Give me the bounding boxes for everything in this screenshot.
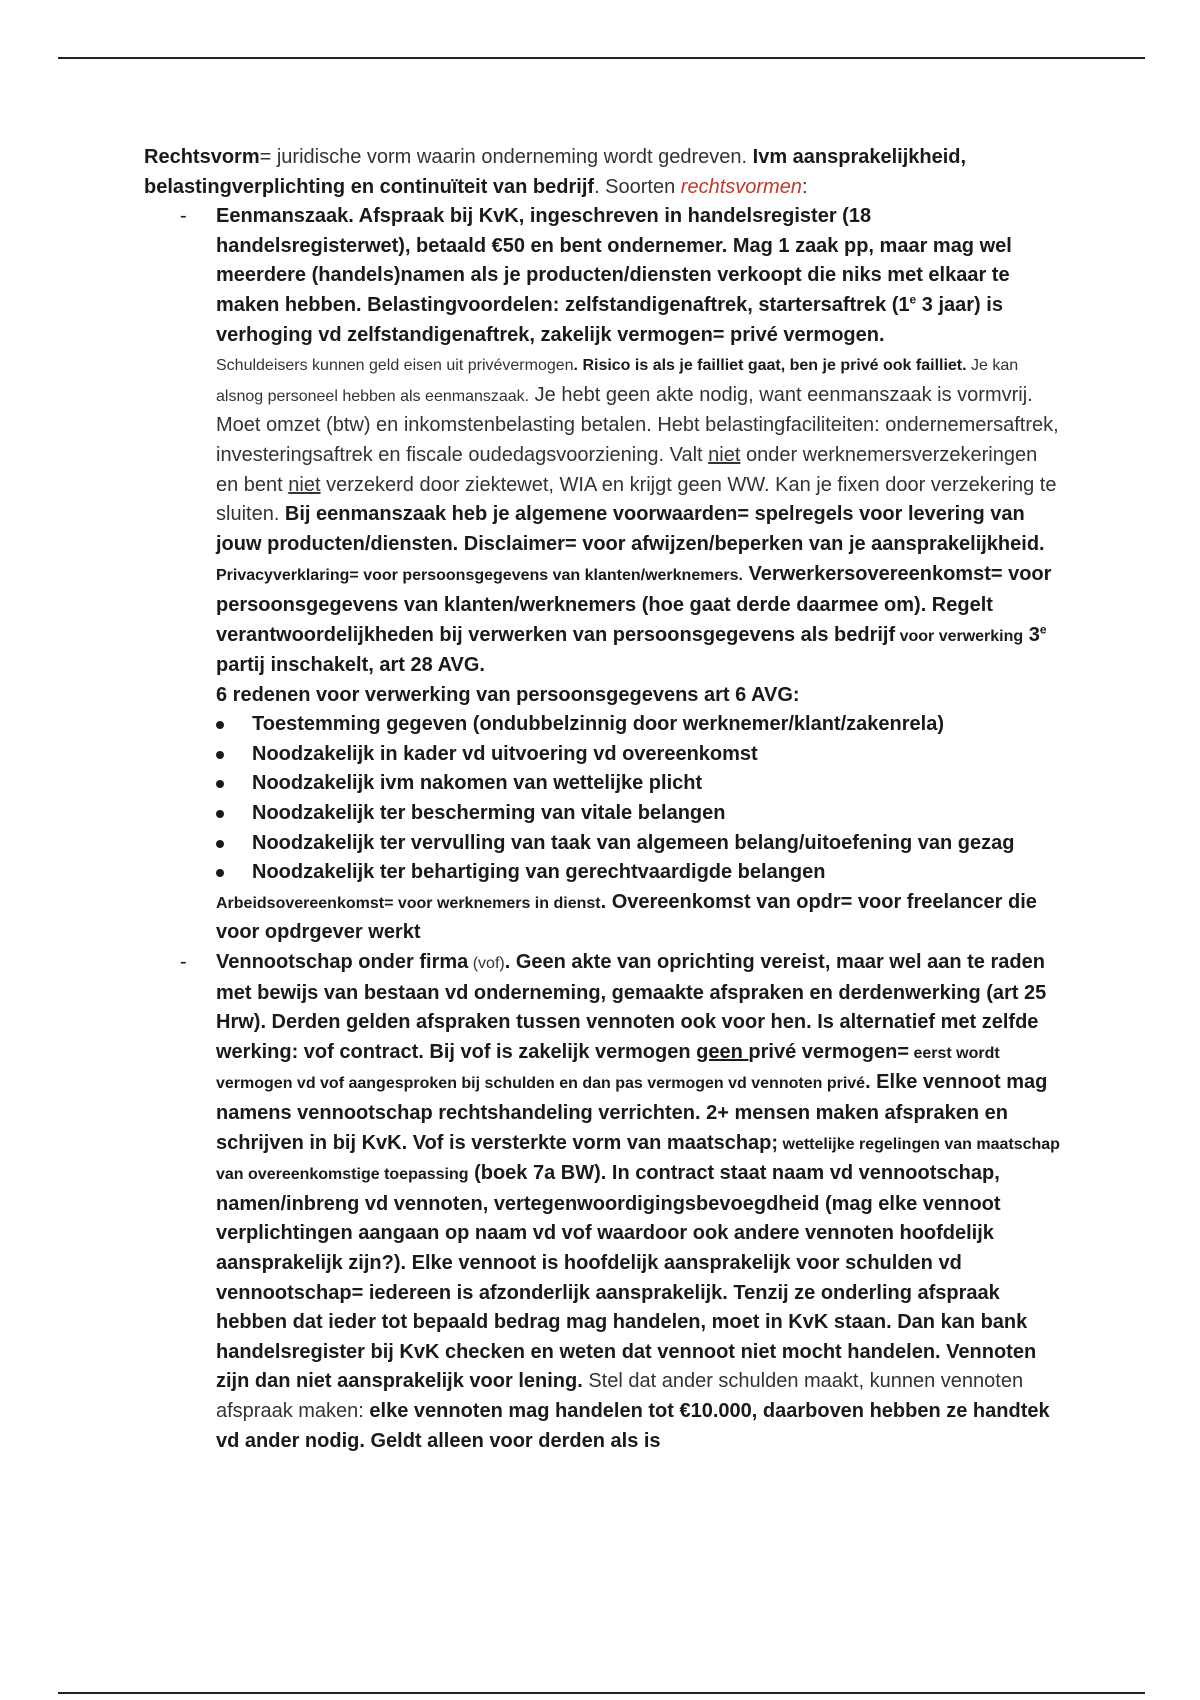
list-dash: -	[180, 951, 187, 974]
bullet-icon	[216, 840, 224, 848]
list-item-vof	[144, 948, 1064, 1456]
list-item: Noodzakelijk in kader vd uitvoering vd overeenkomst	[216, 740, 1064, 770]
list-dash: -	[180, 205, 187, 228]
contracts-note: Arbeidsovereenkomst= voor werknemers in dienst. Overeenkomst van opdr= voor freelancer die voor opdrgever werkt	[216, 890, 1037, 944]
bullet-icon	[216, 869, 224, 877]
term-rechtsvorm: Rechtsvorm	[144, 146, 260, 168]
footer-rule	[58, 1692, 1145, 1694]
document-body	[144, 143, 1064, 1456]
eenmanszaak-text: Eenmanszaak. Afspraak bij KvK, ingeschreven in handelsregister (18 handelsregisterwet), betaald €50 en bent ondernemer. Mag 1 zaak pp, maar mag wel meerdere (handels)namen als je producten/diensten verkoopt die niks met elkaar te maken hebben. Belastingvoordelen: zelfstandigenaftrek, startersaftrek (1e 3 jaar) is verhoging vd zelfstandigenaftrek, zakelijk vermogen= privé vermogen. Schuldeisers kunnen geld eisen uit privévermogen. Risico is als je failliet gaat, ben je privé ook failliet. Je kan alsnog personeel hebben als eenmanszaak. Je hebt geen akte nodig, want eenmanszaak is vormvrij. Moet omzet (btw) en inkomstenbelasting betalen. Hebt belastingfaciliteiten: ondernemersaftrek, investeringsaftrek en fiscale oudedagsvoorziening. Valt niet onder werknemersverzekeringen en bent niet verzekerd door ziektewet, WIA en krijgt geen WW. Kan je fixen door verzekering te sluiten. Bij eenmanszaak heb je algemene voorwaarden= spelregels voor levering van jouw producten/diensten. Disclaimer= voor afwijzen/beperken van je aansprakelijkheid. Privacyverklaring= voor persoonsgegevens van klanten/werknemers. Verwerkersovereenkomst= voor persoonsgegevens van klanten/werknemers (hoe gaat derde daarmee om). Regelt verantwoordelijkheden bij verwerken van persoonsgegevens als bedrijf voor verwerking 3e partij inschakelt, art 28 AVG.	[216, 205, 1059, 677]
list-item: Toestemming gegeven (ondubbelzinnig door werknemer/klant/zakenrela)	[216, 710, 1064, 740]
bullet-icon	[216, 721, 224, 729]
list-item: Noodzakelijk ter behartiging van gerechtvaardigde belangen	[216, 858, 1064, 888]
list-item: Noodzakelijk ter vervulling van taak van algemeen belang/uitoefening van gezag	[216, 829, 1064, 859]
vof-text: Vennootschap onder firma (vof). Geen akte van oprichting vereist, maar wel aan te raden met bewijs van bestaan vd onderneming, gemaakte afspraken en derdenwerking (art 25 Hrw). Derden gelden afspraken tussen vennoten ook voor hen. Is alternatief met zelfde werking: vof contract. Bij vof is zakelijk vermogen geen privé vermogen= eerst wordt vermogen vd vof aangesproken bij schulden en dan pas vermogen vd vennoten privé. Elke vennoot mag namens vennootschap rechtshandeling verrichten. 2+ mensen maken afspraken en schrijven in bij KvK. Vof is versterkte vorm van maatschap; wettelijke regelingen van maatschap van overeenkomstige toepassing (boek 7a BW). In contract staat naam vd vennootschap, namen/inbreng vd vennoten, vertegenwoordigingsbevoegdheid (mag elke vennoot verplichtingen aangaan op naam vd vof waardoor ook andere vennoten hoofdelijk aansprakelijk zijn?). Elke vennoot is hoofdelijk aansprakelijk voor schulden vd vennootschap= iedereen is afzonderlijk aansprakelijk. Tenzij ze onderling afspraak hebben dat ieder tot bepaald bedrag mag handelen, moet in KvK staan. Dan kan bank handelsregister bij KvK checken en weten dat vennoot niet mocht handelen. Vennoten zijn dan niet aansprakelijk voor lening. Stel dat ander schulden maakt, kunnen vennoten afspraak maken: elke vennoten mag handelen tot €10.000, daarboven hebben ze handtek vd ander nodig. Geldt alleen voor derden als is	[216, 951, 1060, 1452]
list-item: Noodzakelijk ivm nakomen van wettelijke plicht	[216, 769, 1064, 799]
bullet-icon	[216, 751, 224, 759]
header-rule	[58, 57, 1145, 59]
avg-heading: 6 redenen voor verwerking van persoonsgegevens art 6 AVG:	[216, 683, 800, 706]
list-item: Noodzakelijk ter bescherming van vitale belangen	[216, 799, 1064, 829]
list-item-eenmanszaak	[144, 202, 1064, 948]
highlighted-term: rechtsvormen	[680, 175, 802, 198]
intro-paragraph: Rechtsvorm= juridische vorm waarin onderneming wordt gedreven. Ivm aansprakelijkheid, belastingverplichting en continuïteit van bedrijf. Soorten rechtsvormen:	[144, 146, 967, 198]
bullet-icon	[216, 780, 224, 788]
bullet-icon	[216, 810, 224, 818]
